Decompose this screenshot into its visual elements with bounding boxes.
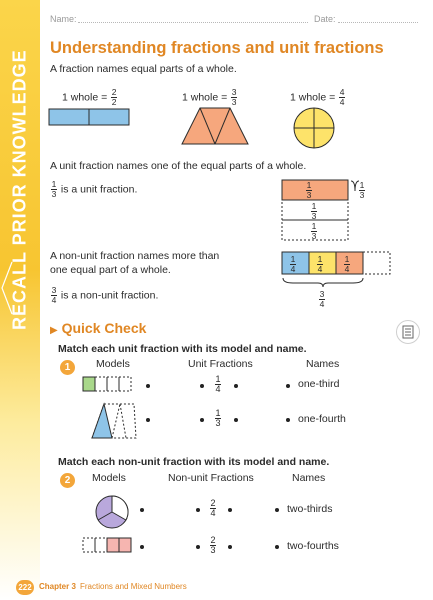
q1-number-badge: 1 xyxy=(60,360,75,375)
unit-model-side-fraction: $\frac{1}{3}$ xyxy=(359,180,365,200)
page-title: Understanding fractions and unit fractions xyxy=(50,39,384,57)
q1-prompt: Match each unit fraction with its model and name. xyxy=(58,343,307,355)
q2-header-fractions: Non-unit Fractions xyxy=(168,472,254,484)
q1-fraction-2: $\frac{1}{3}$ xyxy=(215,408,221,428)
intro-text: A fraction names equal parts of a whole. xyxy=(50,63,237,75)
q1-header-models: Models xyxy=(96,358,130,370)
q2-model-fourths-bar xyxy=(82,537,134,555)
unit-fraction-example: $\frac{1}{3}$ is a unit fraction. xyxy=(51,179,138,199)
q1-fraction-1: $\frac{1}{4}$ xyxy=(215,374,221,394)
match-dot[interactable] xyxy=(200,384,204,388)
q2-model-thirds-circle xyxy=(94,494,130,530)
q2-prompt: Match each non-unit fraction with its model and name. xyxy=(58,456,330,468)
q2-header-names: Names xyxy=(292,472,326,484)
nonunit-part-fraction: $\frac{1}{4}$ xyxy=(317,254,323,274)
date-label: Date: xyxy=(314,14,336,24)
name-label: Name: xyxy=(50,14,77,24)
footer-chapter-title: Fractions and Mixed Numbers xyxy=(80,582,187,591)
fourths-circle-model xyxy=(292,106,336,150)
name-line xyxy=(78,22,308,23)
fraction-fourths: $\frac{4}{4}$ xyxy=(339,87,345,107)
match-dot[interactable] xyxy=(228,545,232,549)
nonunit-example-fraction: $\frac{3}{4}$ xyxy=(51,285,57,305)
quick-check-heading: ▶ Quick Check xyxy=(50,320,147,336)
match-dot[interactable] xyxy=(286,384,290,388)
match-dot[interactable] xyxy=(196,508,200,512)
unit-model-part-fraction: $\frac{1}{3}$ xyxy=(311,221,317,241)
match-dot[interactable] xyxy=(234,384,238,388)
unit-fraction-definition: A unit fraction names one of the equal parts of a whole. xyxy=(50,160,307,172)
q1-model-thirds-trapezoid xyxy=(90,402,138,440)
match-dot[interactable] xyxy=(196,545,200,549)
fraction-halves: $\frac{2}{2}$ xyxy=(111,87,117,107)
nonunit-example: $\frac{3}{4}$ is a non-unit fraction. xyxy=(51,285,159,305)
unit-model-top-fraction: $\frac{1}{3}$ xyxy=(306,180,312,200)
match-dot[interactable] xyxy=(140,508,144,512)
q2-name-2: two-fourths xyxy=(287,540,339,552)
sidebar-label: RECALL PRIOR KNOWLEDGE xyxy=(9,49,30,331)
play-triangle-icon: ▶ xyxy=(50,325,58,336)
unit-third-bar-model xyxy=(280,178,370,244)
q1-header-fractions: Unit Fractions xyxy=(188,358,253,370)
match-dot[interactable] xyxy=(140,545,144,549)
match-dot[interactable] xyxy=(275,545,279,549)
page-turn-arrow-icon[interactable] xyxy=(0,258,14,318)
q1-name-1: one-third xyxy=(298,378,340,390)
q1-header-names: Names xyxy=(306,358,340,370)
whole-label-thirds: 1 whole = $\frac{3}{3}$ xyxy=(182,87,237,107)
q2-header-models: Models xyxy=(92,472,126,484)
notes-icon[interactable] xyxy=(396,320,420,344)
q2-fraction-2: $\frac{2}{3}$ xyxy=(210,535,216,555)
nonunit-definition-line1: A non-unit fraction names more than xyxy=(50,250,220,262)
nonunit-part-fraction: $\frac{1}{4}$ xyxy=(290,254,296,274)
nonunit-definition-line2: one equal part of a whole. xyxy=(50,264,171,276)
q2-number-badge: 2 xyxy=(60,473,75,488)
match-dot[interactable] xyxy=(234,418,238,422)
nonunit-fourths-bar-model xyxy=(280,250,395,290)
date-line xyxy=(338,22,418,23)
unit-model-part-fraction: $\frac{1}{3}$ xyxy=(311,201,317,221)
q2-fraction-1: $\frac{2}{4}$ xyxy=(210,498,216,518)
whole-label-fourths: 1 whole = $\frac{4}{4}$ xyxy=(290,87,345,107)
sidebar-band xyxy=(0,0,40,600)
unit-example-fraction: $\frac{1}{3}$ xyxy=(51,179,57,199)
halves-bar-model xyxy=(48,108,132,128)
q2-name-1: two-thirds xyxy=(287,503,333,515)
match-dot[interactable] xyxy=(200,418,204,422)
match-dot[interactable] xyxy=(146,384,150,388)
page-number-badge: 222 xyxy=(16,580,34,595)
thirds-trapezoid-model xyxy=(180,106,250,146)
fraction-thirds: $\frac{3}{3}$ xyxy=(231,87,237,107)
footer-chapter: Chapter 3 xyxy=(39,582,76,591)
match-dot[interactable] xyxy=(286,418,290,422)
nonunit-brace-fraction: $\frac{3}{4}$ xyxy=(319,289,325,309)
match-dot[interactable] xyxy=(228,508,232,512)
whole-label-halves: 1 whole = $\frac{2}{2}$ xyxy=(62,87,117,107)
q1-model-fourths-bar xyxy=(82,376,134,394)
q1-name-2: one-fourth xyxy=(298,413,346,425)
match-dot[interactable] xyxy=(146,418,150,422)
nonunit-part-fraction: $\frac{1}{4}$ xyxy=(344,254,350,274)
match-dot[interactable] xyxy=(275,508,279,512)
